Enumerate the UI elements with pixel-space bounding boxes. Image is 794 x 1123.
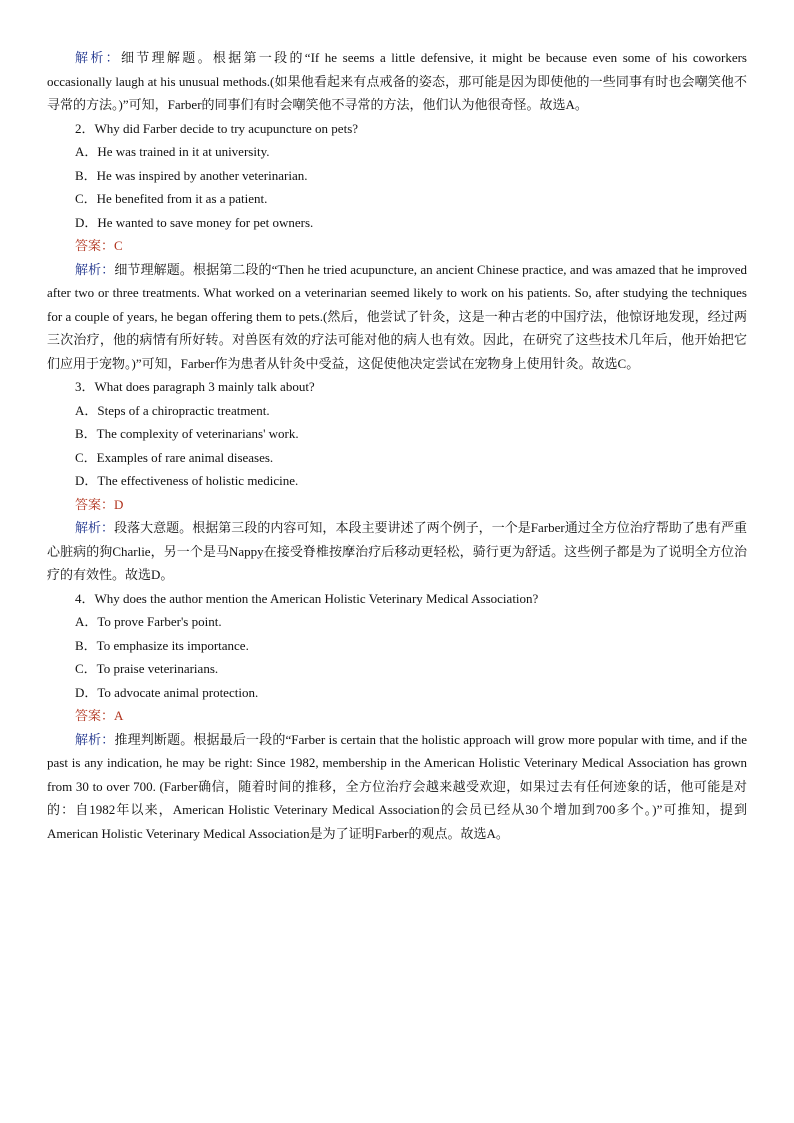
analysis-paragraph-4 <box>47 728 747 846</box>
question-4-option-c: C．To praise veterinarians. <box>75 661 219 676</box>
analysis-paragraph-3 <box>47 516 747 587</box>
question-4-option-d: D．To advocate animal protection. <box>75 684 259 700</box>
analysis-text: 推理判断题。根据最后一段的“Farber is certain that the holistic approach will grow more popular with time, and if the past is any indication, he may be right: Since 1982, membership in the American Holistic Veterinary Medical Association has grown from 30 to over 700. (Farber确信，随着时间的推移，全方位治疗会越来越受欢迎，如果过去有任何迹象的话，他可能是对的：自1982年以来，American Holistic Veterinary Medical Association的会员已经从30个增加到700多个。)”可推知，提到American Holistic Veterinary Medical Association是为了证明Farber的观点。故选A。 <box>47 731 747 841</box>
question-3-option-c: C．Examples of rare animal diseases. <box>75 449 274 465</box>
answer-label: 答案： <box>75 238 115 253</box>
question-2-option-a: A．He was trained in it at university. <box>75 144 270 159</box>
analysis-text: 细节理解题。根据第二段的“Then he tried acupuncture, an ancient Chinese practice, and was amazed that he improved after two or three treatments. What worked on a veterinarian seemed likely to work on his patients. So, after studying the techniques for a couple of years, he began offering them to pets.(然后，他尝试了针灸，这是一种古老的中国疗法，他惊讶地发现，经过两三次治疗，他的病情有所好转。对兽医有效的疗法可能对他的病人也有效。因此，在研究了这些技术几年后，他开始把它们应用于宠物。)”可知，Farber作为患者从针灸中受益，这促使他决定尝试在宠物身上使用针灸。故选C。 <box>47 261 747 371</box>
answer-value: A <box>114 708 124 723</box>
question-4: 4．Why does the author mention the American Holistic Veterinary Medical Association? <box>75 590 539 606</box>
question-3: 3．What does paragraph 3 mainly talk about? <box>75 379 315 394</box>
analysis-label: 解析： <box>75 520 115 535</box>
question-3-option-d: D．The effectiveness of holistic medicine. <box>75 473 299 488</box>
question-4-option-b: B．To emphasize its importance. <box>75 637 249 653</box>
analysis-label: 解析： <box>75 50 121 65</box>
analysis-paragraph-1 <box>47 46 747 117</box>
analysis-text: 细节理解题。根据第一段的“If he seems a little defensive, it might be because even some of his coworkers occasionally laugh at his unusual methods.(如果他看起来有点戒备的姿态，那可能是因为即使他的一些同事有时也会嘲笑他不寻常的方法。)”可知，Farber的同事们有时会嘲笑他不寻常的方法，他们认为他很奇怪。故选A。 <box>47 50 747 112</box>
question-2: 2．Why did Farber decide to try acupuncture on pets? <box>75 120 359 136</box>
answer-3 <box>47 493 747 517</box>
question-2-option-d: D．He wanted to save money for pet owners. <box>75 214 314 230</box>
answer-4 <box>47 704 747 728</box>
analysis-text: 段落大意题。根据第三段的内容可知，本段主要讲述了两个例子，一个是Farber通过全方位治疗帮助了患有严重心脏病的狗Charlie，另一个是马Nappy在接受脊椎按摩治疗后移动更轻松，骑行更为舒适。这些例子都是为了说明全方位治疗的有效性。故选D。 <box>47 520 747 582</box>
question-2-option-b: B．He was inspired by another veterinarian. <box>75 167 308 183</box>
analysis-paragraph-2 <box>47 258 747 376</box>
question-4-option-a: A．To prove Farber's point. <box>75 614 222 629</box>
analysis-label: 解析： <box>75 261 115 277</box>
document-page <box>47 46 747 845</box>
question-3-option-a: A．Steps of a chiropractic treatment. <box>75 402 270 418</box>
answer-label: 答案： <box>75 708 115 723</box>
answer-value: D <box>114 496 124 512</box>
answer-label: 答案： <box>75 496 115 512</box>
answer-2 <box>47 234 747 258</box>
answer-value: C <box>114 238 123 253</box>
question-2-option-c: C．He benefited from it as a patient. <box>75 191 268 206</box>
question-3-option-b: B．The complexity of veterinarians' work. <box>75 426 299 441</box>
analysis-label: 解析： <box>75 731 115 747</box>
